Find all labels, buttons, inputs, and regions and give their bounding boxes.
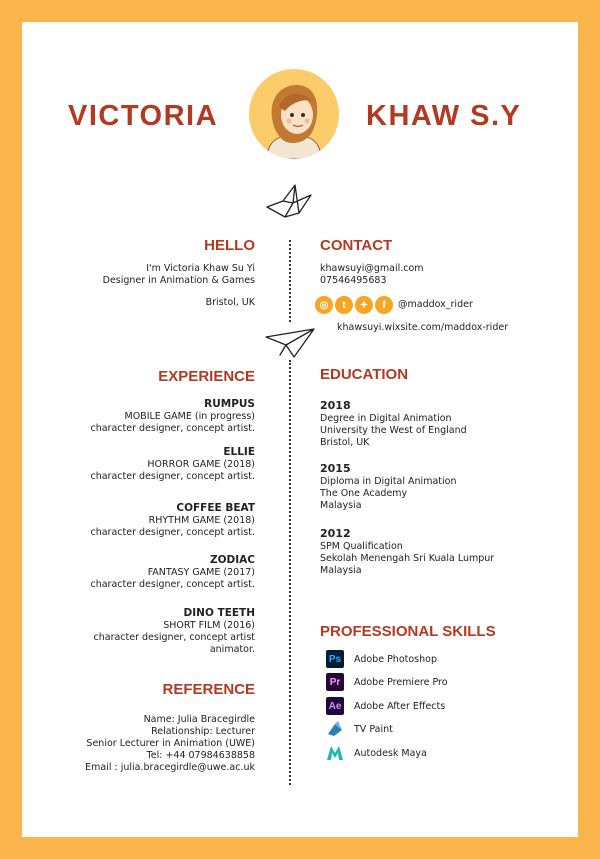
experience-role: character designer, concept artist. [90,423,255,434]
education-year: 2015 [320,462,351,475]
skill-tvpaint [326,720,393,738]
after-effects-icon: Ae [326,697,344,715]
contact-email[interactable]: khawsuyi@gmail.com [320,263,424,274]
twitter-icon[interactable]: ✦ [355,296,373,314]
education-degree: SPM Qualification [320,541,403,552]
hello-block [103,263,255,309]
reference-heading: REFERENCE [162,681,255,698]
experience-title: ZODIAC [210,554,255,566]
avatar [249,69,339,159]
education-degree: Degree in Digital Animation [320,413,452,424]
reference-name: Name: Julia Bracegirdle [143,714,255,725]
intro-name: I'm Victoria Khaw Su Yi [146,263,255,274]
experience-role: character designer, concept artist. [90,471,255,482]
facebook-icon[interactable]: f [375,296,393,314]
skill-label: TV Paint [354,723,393,735]
skills-heading: PROFESSIONAL SKILLS [320,623,496,640]
maya-icon [326,744,344,762]
location: Bristol, UK [205,297,255,308]
experience-role: character designer, concept artist [93,632,255,643]
contact-phone: 07546495683 [320,275,387,286]
education-degree: Diploma in Digital Animation [320,476,457,487]
education-year: 2012 [320,527,351,540]
experience-title: DINO TEETH [183,607,255,619]
contact-block [320,263,424,287]
tvpaint-icon [326,720,344,738]
education-school: Sekolah Menengah Sri Kuala Lumpur [320,553,495,564]
reference-block [85,714,255,774]
experience-role-extra: animator. [209,644,255,655]
experience-type: SHORT FILM (2016) [163,620,255,631]
reference-email[interactable]: Email : julia.bracegirdle@uwe.ac.uk [85,762,255,773]
social-row [315,296,473,314]
skill-label: Adobe Premiere Pro [354,676,448,688]
reference-relationship: Relationship: Lecturer [151,726,255,737]
education-place: Malaysia [320,565,362,576]
origami-bird-icon [265,181,315,221]
skill-label: Adobe Photoshop [354,653,437,665]
experience-role: character designer, concept artist. [90,579,255,590]
experience-item [90,554,255,591]
avatar-illustration-icon [249,69,339,159]
experience-heading: EXPERIENCE [158,368,255,385]
hello-heading: HELLO [204,237,255,254]
experience-type: HORROR GAME (2018) [147,459,255,470]
education-place: Malaysia [320,500,362,511]
reference-tel: Tel: +44 07984638858 [146,750,255,761]
intro-role: Designer in Animation & Games [102,275,255,286]
experience-type: FANTASY GAME (2017) [147,567,255,578]
education-school: The One Academy [320,488,408,499]
experience-type: RHYTHM GAME (2018) [148,515,255,526]
social-handle: @maddox_rider [398,299,473,310]
skill-photoshop [326,650,437,668]
education-school: University the West of England [320,425,467,436]
education-place: Bristol, UK [320,437,370,448]
skill-after-effects [326,697,445,715]
experience-item [90,398,255,435]
experience-type: MOBILE GAME (in progress) [124,411,255,422]
skill-label: Adobe After Effects [354,700,446,712]
experience-item [90,446,255,483]
website-link[interactable]: khawsuyi.wixsite.com/maddox-rider [337,322,509,333]
premiere-icon: Pr [326,673,344,691]
skill-maya [326,744,427,762]
paper-plane-icon [264,327,316,359]
experience-item [94,607,255,656]
education-item [320,399,467,449]
divider-top [289,240,291,322]
experience-role: character designer, concept artist. [90,527,255,538]
last-name: KHAW S.Y [366,100,522,132]
divider-main [289,360,291,785]
skill-premiere [326,673,448,691]
tumblr-icon[interactable]: t [335,296,353,314]
photoshop-icon: Ps [326,650,344,668]
skill-label: Autodesk Maya [354,747,427,759]
education-heading: EDUCATION [320,366,409,383]
education-year: 2018 [320,399,351,412]
education-item [320,527,494,577]
contact-heading: CONTACT [320,237,393,254]
instagram-icon[interactable]: ◎ [315,296,333,314]
experience-item [90,502,255,539]
reference-position: Senior Lecturer in Animation (UWE) [86,738,255,749]
experience-title: ELLIE [223,446,255,458]
education-item [320,462,456,512]
experience-title: COFFEE BEAT [176,502,255,514]
first-name: VICTORIA [68,100,219,132]
experience-title: RUMPUS [204,398,255,410]
